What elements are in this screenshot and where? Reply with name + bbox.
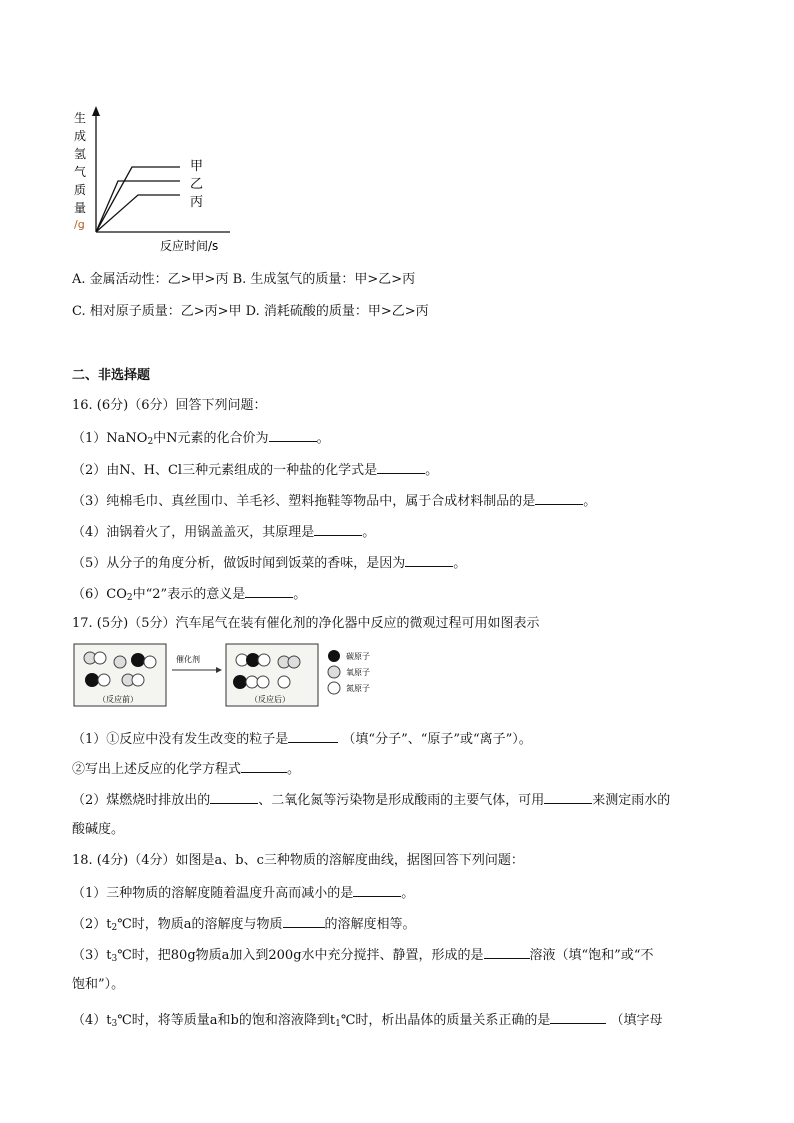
q16-item4 — [72, 523, 375, 541]
before-label: （反应前） — [98, 695, 138, 704]
q17-i1-b: （填“分子”、“原子”或“离子”）。 — [342, 732, 532, 747]
q16-item3 — [72, 492, 596, 510]
answer-blank[interactable] — [550, 1011, 606, 1024]
q16-header: 16. (6分)（6分）回答下列问题： — [72, 398, 267, 413]
hydrogen-mass-graph — [70, 100, 250, 260]
q18-i2-c: 的溶解度相等。 — [324, 917, 416, 932]
q16-item6 — [72, 585, 306, 606]
q18-i4-c: ℃时，析出晶体的质量关系正确的是 — [340, 1013, 551, 1028]
q18-item4 — [72, 1011, 663, 1032]
q15-options-row2: C. 相对原子质量：乙>丙>甲 D. 消耗硫酸的质量：甲>乙>丙 — [72, 304, 429, 319]
q18-i4-sub: 3 — [111, 1019, 118, 1029]
q18-item2 — [72, 915, 416, 936]
q18-item3 — [72, 946, 653, 967]
y-label-1: 生 — [74, 111, 87, 125]
answer-blank[interactable] — [484, 946, 530, 959]
q17-item2-cont: 酸碱度。 — [72, 822, 125, 837]
curve-yi — [96, 181, 180, 232]
answer-blank[interactable] — [353, 884, 401, 897]
catalyst-label: 催化剂 — [176, 655, 200, 664]
q17-i2-a: （2）煤燃烧时排放出的 — [72, 793, 211, 808]
reaction-diagram — [72, 640, 392, 710]
q16-i6-b: 中“2”表示的意义是 — [132, 587, 246, 602]
q16-i2-b: 。 — [425, 463, 439, 478]
q18-i2-b: ℃时，物质a的溶解度与物质 — [117, 917, 283, 932]
q16-i2-a: （2）由N、H、Cl三种元素组成的一种盐的化学式是 — [72, 463, 378, 478]
label-jia: 甲 — [190, 159, 204, 174]
q17-header: 17. (5分)（5分）汽车尾气在装有催化剂的净化器中反应的微观过程可用如图表示 — [72, 616, 540, 631]
answer-blank[interactable] — [245, 585, 293, 598]
q17-i1-a: （1）①反应中没有发生改变的粒子是 — [72, 732, 289, 747]
q18-i2-a: （2）t — [72, 917, 112, 932]
answer-blank[interactable] — [544, 791, 592, 804]
q17-i2-b: 、二氧化氮等污染物是形成酸雨的主要气体，可用 — [258, 793, 545, 808]
q16-i1-sub: 2 — [147, 437, 154, 447]
section-title: 二、非选择题 — [72, 368, 151, 383]
q18-i1-b: 。 — [401, 886, 415, 901]
legend-oxygen: 氮原子 — [346, 684, 370, 693]
q18-i4-b: ℃时，将等质量a和b的饱和溶液降到t — [117, 1013, 336, 1028]
q18-item1 — [72, 884, 414, 902]
q16-i6-c: 。 — [293, 587, 307, 602]
q16-i1-b: 中N元素的化合价为 — [153, 431, 269, 446]
y-label-6: 量 — [74, 201, 87, 215]
y-unit: /g — [74, 218, 85, 231]
q17-item1 — [72, 730, 532, 748]
q17-i12-b: 。 — [287, 762, 301, 777]
answer-blank[interactable] — [283, 915, 325, 928]
q18-i3-sub: 3 — [111, 954, 118, 964]
q16-i3-b: 。 — [583, 494, 597, 509]
q18-i2-sub: 2 — [111, 923, 118, 933]
q16-i3-a: （3）纯棉毛巾、真丝围巾、羊毛衫、塑料拖鞋等物品中，属于合成材料制品的是 — [72, 494, 536, 509]
y-axis-arrow — [92, 106, 100, 116]
y-label-4: 气 — [74, 165, 87, 179]
q18-item3-cont: 饱和”）。 — [72, 977, 125, 992]
answer-blank[interactable] — [241, 760, 287, 773]
q16-i4-a: （4）油锅着火了，用锅盖盖灭，其原理是 — [72, 525, 315, 540]
q17-item1-2 — [72, 760, 300, 778]
q18-i3-a: （3）t — [72, 948, 112, 963]
q18-i4-sub2: 1 — [335, 1019, 341, 1029]
y-label-3: 氢 — [74, 147, 87, 161]
q17-i2-c: 来测定雨水的 — [592, 793, 671, 808]
q18-i4-a: （4）t — [72, 1013, 112, 1028]
label-bing: 丙 — [190, 195, 204, 210]
curve-bing — [96, 195, 180, 232]
x-label: 反应时间/s — [160, 239, 219, 253]
graph-svg — [70, 100, 250, 260]
q15-options-row1: A. 金属活动性：乙>甲>丙 B. 生成氢气的质量：甲>乙>丙 — [72, 272, 416, 287]
q18-i3-c: 溶液（填“饱和”或“不 — [529, 948, 654, 963]
q16-i6-a: （6）CO — [72, 587, 127, 602]
answer-blank[interactable] — [210, 791, 258, 804]
legend-carbon: 碳原子 — [346, 652, 370, 661]
q16-item1 — [72, 429, 330, 450]
q16-item2 — [72, 461, 438, 479]
answer-blank[interactable] — [405, 554, 453, 567]
q18-i4-d: （填字母 — [610, 1013, 663, 1028]
q18-header: 18. (4分)（4分）如图是a、b、c三种物质的溶解度曲线，据图回答下列问题： — [72, 853, 524, 868]
q16-i5-b: 。 — [453, 556, 467, 571]
answer-blank[interactable] — [535, 492, 583, 505]
q16-i1-a: （1）NaNO — [72, 431, 148, 446]
answer-blank[interactable] — [377, 461, 425, 474]
answer-blank[interactable] — [288, 730, 338, 743]
curve-jia — [96, 167, 180, 232]
answer-blank[interactable] — [269, 429, 317, 442]
q16-i1-c: 。 — [316, 431, 330, 446]
q16-i4-b: 。 — [362, 525, 376, 540]
answer-blank[interactable] — [314, 523, 362, 536]
y-label-5: 质 — [74, 183, 87, 197]
legend-nitrogen: 氧原子 — [346, 668, 370, 677]
y-label-2: 成 — [74, 129, 87, 143]
q16-item5 — [72, 554, 466, 572]
label-yi: 乙 — [190, 177, 204, 192]
q17-item2 — [72, 791, 670, 809]
after-label: （反应后） — [250, 695, 290, 704]
reaction-svg — [72, 640, 392, 710]
q16-i6-sub: 2 — [126, 593, 133, 603]
q16-i5-a: （5）从分子的角度分析，做饭时闻到饭菜的香味，是因为 — [72, 556, 406, 571]
q17-i12-a: ②写出上述反应的化学方程式 — [72, 762, 242, 777]
q18-i3-b: ℃时，把80g物质a加入到200g水中充分搅拌、静置，形成的是 — [117, 948, 484, 963]
q18-i1-a: （1）三种物质的溶解度随着温度升高而减小的是 — [72, 886, 354, 901]
